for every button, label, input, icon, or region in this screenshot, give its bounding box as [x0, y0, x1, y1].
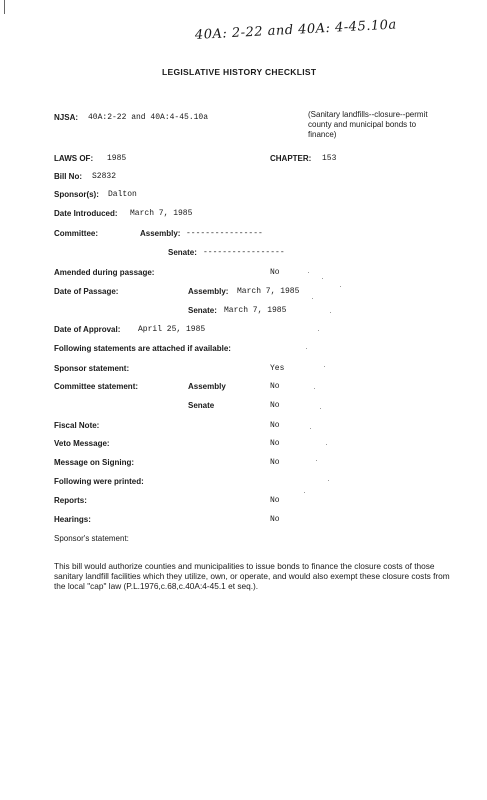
committee-label: Committee:: [54, 229, 99, 238]
sponsors-statement-heading: Sponsor's statement:: [54, 534, 129, 543]
reports-value: No: [270, 496, 280, 505]
handwritten-citation: 40A: 2-22 and 40A: 4-45.10a: [194, 17, 398, 43]
subject-note: (Sanitary landfills--closure--permit county and municipal bonds to finance): [308, 110, 428, 139]
date-introduced-label: Date Introduced:: [54, 209, 118, 218]
message-signing-label: Message on Signing:: [54, 458, 135, 467]
statement-paragraph: This bill would authorize counties and municipalities to issue bonds to finance the closure costs of those sanitary landfill facilities which they utilize, own, or operate, and would also exempt these closure costs from the local "cap" law (P.L.1976,c.68,c.40A:4-45.1 et seq.).: [54, 561, 450, 591]
amended-value: No: [270, 268, 280, 277]
date-introduced-value: March 7, 1985: [130, 209, 193, 218]
passage-label: Date of Passage:: [54, 287, 119, 296]
scan-specks: [300, 268, 360, 498]
fiscal-note-value: No: [270, 421, 280, 430]
page-title: LEGISLATIVE HISTORY CHECKLIST: [162, 67, 317, 77]
laws-of-label: LAWS OF:: [54, 154, 94, 163]
sponsor-label: Sponsor(s):: [54, 190, 99, 199]
reports-label: Reports:: [54, 496, 87, 505]
committee-assembly-value: ----------------: [186, 229, 263, 238]
sponsor-statement-label: Sponsor statement:: [54, 364, 130, 373]
committee-senate-value: -----------------: [203, 248, 285, 257]
hearings-label: Hearings:: [54, 515, 91, 524]
committee-statement-label: Committee statement:: [54, 382, 139, 391]
chapter-label: CHAPTER:: [270, 154, 312, 163]
veto-message-label: Veto Message:: [54, 439, 110, 448]
passage-senate-value: March 7, 1985: [224, 306, 287, 315]
laws-of-value: 1985: [107, 154, 127, 163]
passage-assembly-label: Assembly:: [188, 287, 229, 296]
committee-senate-label: Senate:: [168, 248, 197, 257]
approval-value: April 25, 1985: [138, 325, 206, 334]
committee-statement-senate-label: Senate: [188, 401, 215, 410]
committee-statement-assembly-value: No: [270, 382, 280, 391]
njsa-label: NJSA:: [54, 113, 79, 122]
chapter-value: 153: [322, 154, 337, 163]
passage-assembly-value: March 7, 1985: [237, 287, 300, 296]
veto-message-value: No: [270, 439, 280, 448]
committee-statement-senate-value: No: [270, 401, 280, 410]
following-attached-heading: Following statements are attached if available:: [54, 344, 231, 353]
bill-no-label: Bill No:: [54, 172, 82, 181]
message-signing-value: No: [270, 458, 280, 467]
committee-assembly-label: Assembly:: [140, 229, 181, 238]
sponsor-statement-value: Yes: [270, 364, 285, 373]
hearings-value: No: [270, 515, 280, 524]
amended-label: Amended during passage:: [54, 268, 155, 277]
committee-statement-assembly-label: Assembly: [188, 382, 226, 391]
sponsor-value: Dalton: [108, 190, 137, 199]
passage-senate-label: Senate:: [188, 306, 217, 315]
approval-label: Date of Approval:: [54, 325, 121, 334]
fiscal-note-label: Fiscal Note:: [54, 421, 100, 430]
page-edge-mark: [4, 0, 5, 14]
njsa-value: 40A:2-22 and 40A:4-45.10a: [88, 113, 209, 122]
bill-no-value: S2832: [92, 172, 117, 181]
following-printed-heading: Following were printed:: [54, 477, 144, 486]
